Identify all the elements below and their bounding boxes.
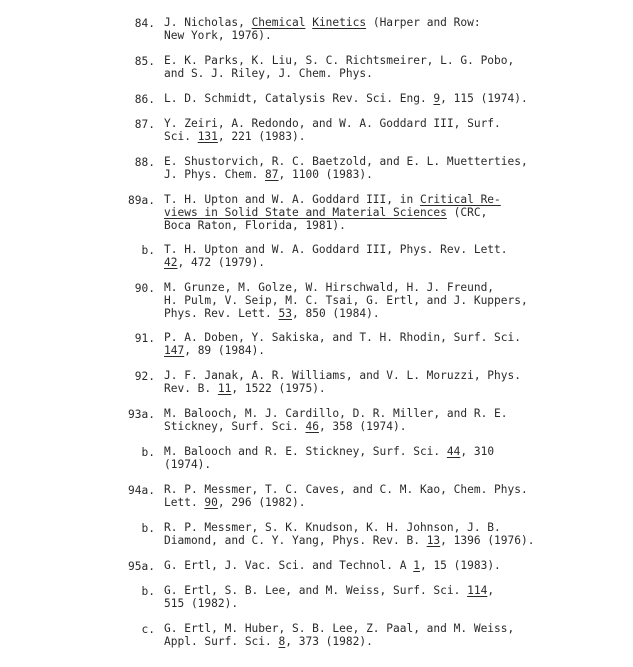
text-run: , 850 (1984). bbox=[292, 306, 380, 320]
reference-number: 87. bbox=[134, 118, 155, 131]
underlined-text: 53 bbox=[278, 306, 292, 320]
text-run: Lett. bbox=[164, 495, 205, 509]
reference-text bbox=[164, 623, 514, 649]
underlined-text: 147 bbox=[164, 343, 185, 357]
text-run: M. Balooch and R. E. Stickney, Surf. Sci. bbox=[164, 445, 447, 458]
reference-text bbox=[164, 560, 501, 573]
reference-text bbox=[164, 17, 481, 43]
reference-line bbox=[164, 308, 528, 321]
reference-number: 94a. bbox=[128, 484, 155, 497]
text-run: , 472 (1979). bbox=[177, 255, 266, 269]
text-run: Rev. B. bbox=[164, 381, 218, 395]
reference-number: 84. bbox=[134, 17, 155, 30]
text-run: Y. Zeiri, A. Redondo, and W. A. Goddard III, Surf. bbox=[164, 117, 501, 130]
reference-number: 90. bbox=[134, 282, 155, 295]
reference-number: 95a. bbox=[128, 560, 155, 573]
text-run: J. F. Janak, A. R. Williams, and V. L. Moruzzi, Phys. bbox=[164, 369, 521, 382]
text-run: Appl. Surf. Sci. bbox=[164, 634, 279, 648]
reference-line bbox=[164, 68, 514, 81]
text-run: , 358 (1974). bbox=[318, 419, 407, 433]
underlined-text: views in Solid State and Material Sciences bbox=[164, 205, 447, 219]
underlined-text: 11 bbox=[217, 381, 232, 395]
reference-number: b. bbox=[141, 522, 155, 535]
reference-text bbox=[164, 156, 528, 182]
underlined-text: 114 bbox=[467, 584, 488, 597]
text-run: New York, 1976). bbox=[164, 28, 272, 42]
reference-line bbox=[164, 345, 521, 358]
reference-line bbox=[164, 131, 501, 144]
text-run: G. Ertl, J. Vac. Sci. and Technol. A bbox=[164, 559, 414, 572]
text-run: , 1522 (1975). bbox=[231, 381, 326, 395]
text-run: L. D. Schmidt, Catalysis Rev. Sci. Eng. bbox=[164, 92, 434, 105]
underlined-text: 8 bbox=[278, 634, 286, 648]
text-run: and S. J. Riley, J. Chem. Phys. bbox=[164, 66, 373, 80]
reference-line bbox=[164, 421, 508, 434]
text-run: , bbox=[487, 584, 495, 597]
text-run: , 1396 (1976). bbox=[440, 533, 535, 547]
underlined-text: 42 bbox=[164, 255, 178, 269]
underlined-text: 44 bbox=[446, 445, 461, 458]
text-run: , 15 (1983). bbox=[419, 559, 501, 572]
reference-line bbox=[164, 446, 494, 459]
text-run: (1974). bbox=[164, 457, 212, 471]
underlined-text: 87 bbox=[265, 167, 279, 181]
text-run: , 221 (1983). bbox=[217, 129, 306, 143]
reference-line bbox=[164, 30, 481, 43]
reference-text bbox=[164, 332, 521, 358]
text-run: M. Balooch, M. J. Cardillo, D. R. Miller, and R. E. bbox=[164, 407, 508, 420]
reference-number: c. bbox=[141, 623, 155, 636]
reference-line bbox=[164, 497, 528, 510]
reference-line bbox=[164, 383, 521, 396]
text-run: , 373 (1982). bbox=[285, 634, 373, 648]
text-run: E. Shustorvich, R. C. Baetzold, and E. L. Muetterties, bbox=[164, 155, 528, 168]
reference-line bbox=[164, 169, 528, 182]
reference-number: 85. bbox=[134, 55, 155, 68]
reference-number: b. bbox=[141, 244, 155, 257]
reference-text bbox=[164, 118, 501, 144]
text-run: H. Pulm, V. Seip, M. C. Tsai, G. Ertl, and J. Kuppers, bbox=[164, 293, 528, 307]
text-run: M. Grunze, M. Golze, W. Hirschwald, H. J. Freund, bbox=[164, 281, 495, 294]
text-run: T. H. Upton and W. A. Goddard III, in bbox=[164, 193, 420, 206]
underlined-text: 46 bbox=[305, 419, 319, 433]
text-run: Sci. bbox=[164, 129, 198, 143]
text-run: J. Phys. Chem. bbox=[164, 167, 266, 181]
reference-number: 91. bbox=[134, 332, 155, 345]
text-run: , 89 (1984). bbox=[184, 343, 266, 357]
reference-text bbox=[164, 446, 494, 472]
text-run: 515 (1982). bbox=[164, 596, 239, 610]
text-run: Stickney, Surf. Sci. bbox=[164, 419, 306, 433]
text-run: E. K. Parks, K. Liu, S. C. Richtsmeirer, L. G. Pobo, bbox=[164, 54, 515, 67]
text-run: , 296 (1982). bbox=[217, 495, 306, 509]
underlined-text: 1 bbox=[413, 559, 420, 572]
underlined-text: 90 bbox=[204, 495, 218, 509]
text-run: P. A. Doben, Y. Sakiska, and T. H. Rhodin, Surf. Sci. bbox=[164, 331, 521, 344]
reference-line bbox=[164, 257, 508, 270]
underlined-text: 9 bbox=[433, 92, 441, 105]
reference-text bbox=[164, 93, 528, 106]
reference-text bbox=[164, 522, 534, 548]
reference-number: 93a. bbox=[128, 408, 155, 421]
reference-text bbox=[164, 282, 528, 320]
reference-line bbox=[164, 598, 494, 611]
reference-line bbox=[164, 93, 528, 106]
reference-number: 86. bbox=[134, 93, 155, 106]
reference-number: 88. bbox=[134, 156, 155, 169]
text-run: Diamond, and C. Y. Yang, Phys. Rev. B. bbox=[164, 533, 427, 547]
reference-text bbox=[164, 55, 514, 81]
text-run: G. Ertl, S. B. Lee, and M. Weiss, Surf. Sci. bbox=[164, 584, 468, 597]
reference-number: 89a. bbox=[128, 194, 155, 207]
underlined-text: 131 bbox=[197, 129, 218, 143]
reference-line bbox=[164, 560, 501, 573]
underlined-text: Critical Re- bbox=[419, 193, 501, 206]
reference-line bbox=[164, 636, 514, 649]
reference-line bbox=[164, 535, 534, 548]
reference-text bbox=[164, 585, 494, 611]
reference-line bbox=[164, 220, 501, 233]
underlined-text: Kinetics bbox=[312, 16, 367, 29]
text-run: (CRC, bbox=[446, 205, 488, 219]
reference-text bbox=[164, 244, 508, 270]
text-run: G. Ertl, M. Huber, S. B. Lee, Z. Paal, and M. Weiss, bbox=[164, 622, 515, 635]
text-run: T. H. Upton and W. A. Goddard III, Phys. Rev. Lett. bbox=[164, 243, 508, 256]
text-run: Phys. Rev. Lett. bbox=[164, 306, 279, 320]
text-run: , 1100 (1983). bbox=[278, 167, 373, 181]
text-run: R. P. Messmer, S. K. Knudson, K. H. Johnson, J. B. bbox=[164, 521, 501, 534]
text-run: R. P. Messmer, T. C. Caves, and C. M. Kao, Chem. Phys. bbox=[164, 483, 528, 496]
reference-text bbox=[164, 370, 521, 396]
reference-number: b. bbox=[141, 585, 155, 598]
reference-number: b. bbox=[141, 446, 155, 459]
reference-text bbox=[164, 194, 501, 232]
reference-text bbox=[164, 408, 508, 434]
reference-number: 92. bbox=[134, 370, 155, 383]
text-run: Boca Raton, Florida, 1981). bbox=[164, 218, 346, 232]
underlined-text: 13 bbox=[426, 533, 441, 547]
reference-line bbox=[164, 459, 494, 472]
reference-text bbox=[164, 484, 528, 510]
text-run: (Harper and Row: bbox=[366, 16, 481, 29]
text-run: , 115 (1974). bbox=[440, 92, 528, 105]
text-run: , 310 bbox=[460, 445, 495, 458]
underlined-text: Chemical bbox=[251, 16, 306, 29]
text-run: J. Nicholas, bbox=[164, 16, 252, 29]
